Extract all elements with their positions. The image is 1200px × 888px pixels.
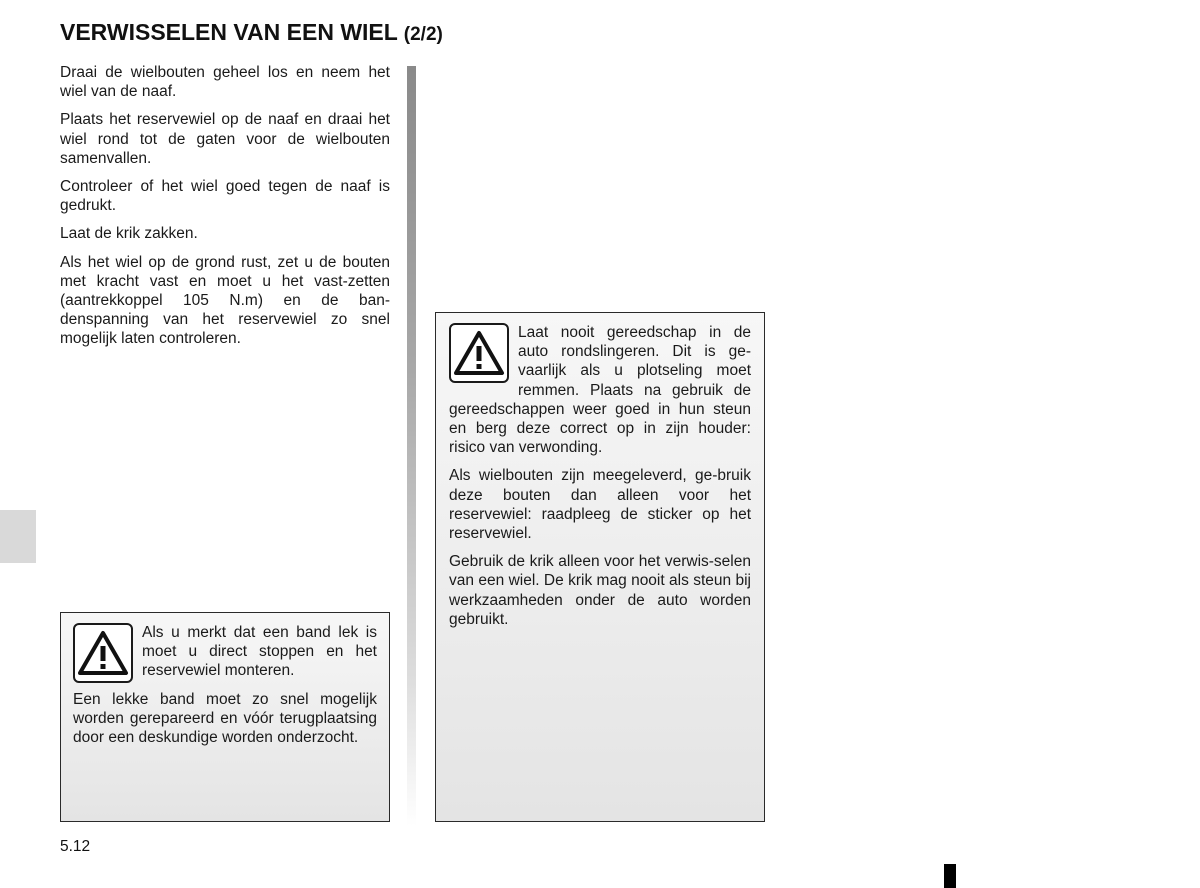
warning-text: Een lekke band moet zo snel mogelijk worden gerepareerd en vóór terugplaatsing door een deskundige worden onderzocht.	[73, 690, 377, 747]
warning-box-flat-tyre	[60, 612, 390, 822]
warning-text: Als u merkt dat een band lek is moet u direct stoppen en het reservewiel monteren.	[142, 624, 377, 680]
paragraph: Plaats het reservewiel op de naaf en draai het wiel rond tot de gaten voor de wielbouten samenvallen.	[60, 111, 390, 167]
page-title-suffix: (2/2)	[403, 24, 443, 45]
chapter-tab	[0, 510, 36, 563]
page-number: 5.12	[60, 838, 91, 855]
warning-text: Laat nooit gereedschap in de auto rondslingeren. Dit is ge-vaarlijk als u plotseling moet remmen. Plaats na gebruik de gereedschappen weer goed in hun steun en berg deze correct op in zijn houder: risico van verwonding.	[449, 324, 751, 457]
warning-triangle-icon	[449, 323, 509, 383]
paragraph: Draai de wielbouten geheel los en neem het wiel van de naaf.	[60, 64, 390, 101]
corner-mark	[944, 864, 956, 888]
warning-text: Gebruik de krik alleen voor het verwis-selen van een wiel. De krik mag nooit als steun bij werkzaamheden onder de auto worden gebruikt.	[449, 553, 751, 628]
paragraph: Controleer of het wiel goed tegen de naaf is gedrukt.	[60, 178, 390, 215]
column-divider	[407, 66, 416, 826]
warning-box-tools	[435, 312, 765, 822]
warning-triangle-icon	[73, 623, 133, 683]
warning-text: Als wielbouten zijn meegeleverd, ge-bruik deze bouten dan alleen voor het reservewiel: raadpleeg de sticker op het reservewiel.	[449, 467, 751, 543]
page-title-text: VERWISSELEN VAN EEN WIEL	[60, 19, 398, 45]
page-title	[60, 19, 443, 46]
paragraph: Laat de krik zakken.	[60, 225, 198, 243]
left-column	[60, 63, 390, 358]
paragraph: Als het wiel op de grond rust, zet u de bouten met kracht vast en moet u het vast-zetten (aantrekkoppel 105 N.m) en de ban-denspanning van het reservewiel zo snel mogelijk laten controleren.	[60, 253, 390, 348]
